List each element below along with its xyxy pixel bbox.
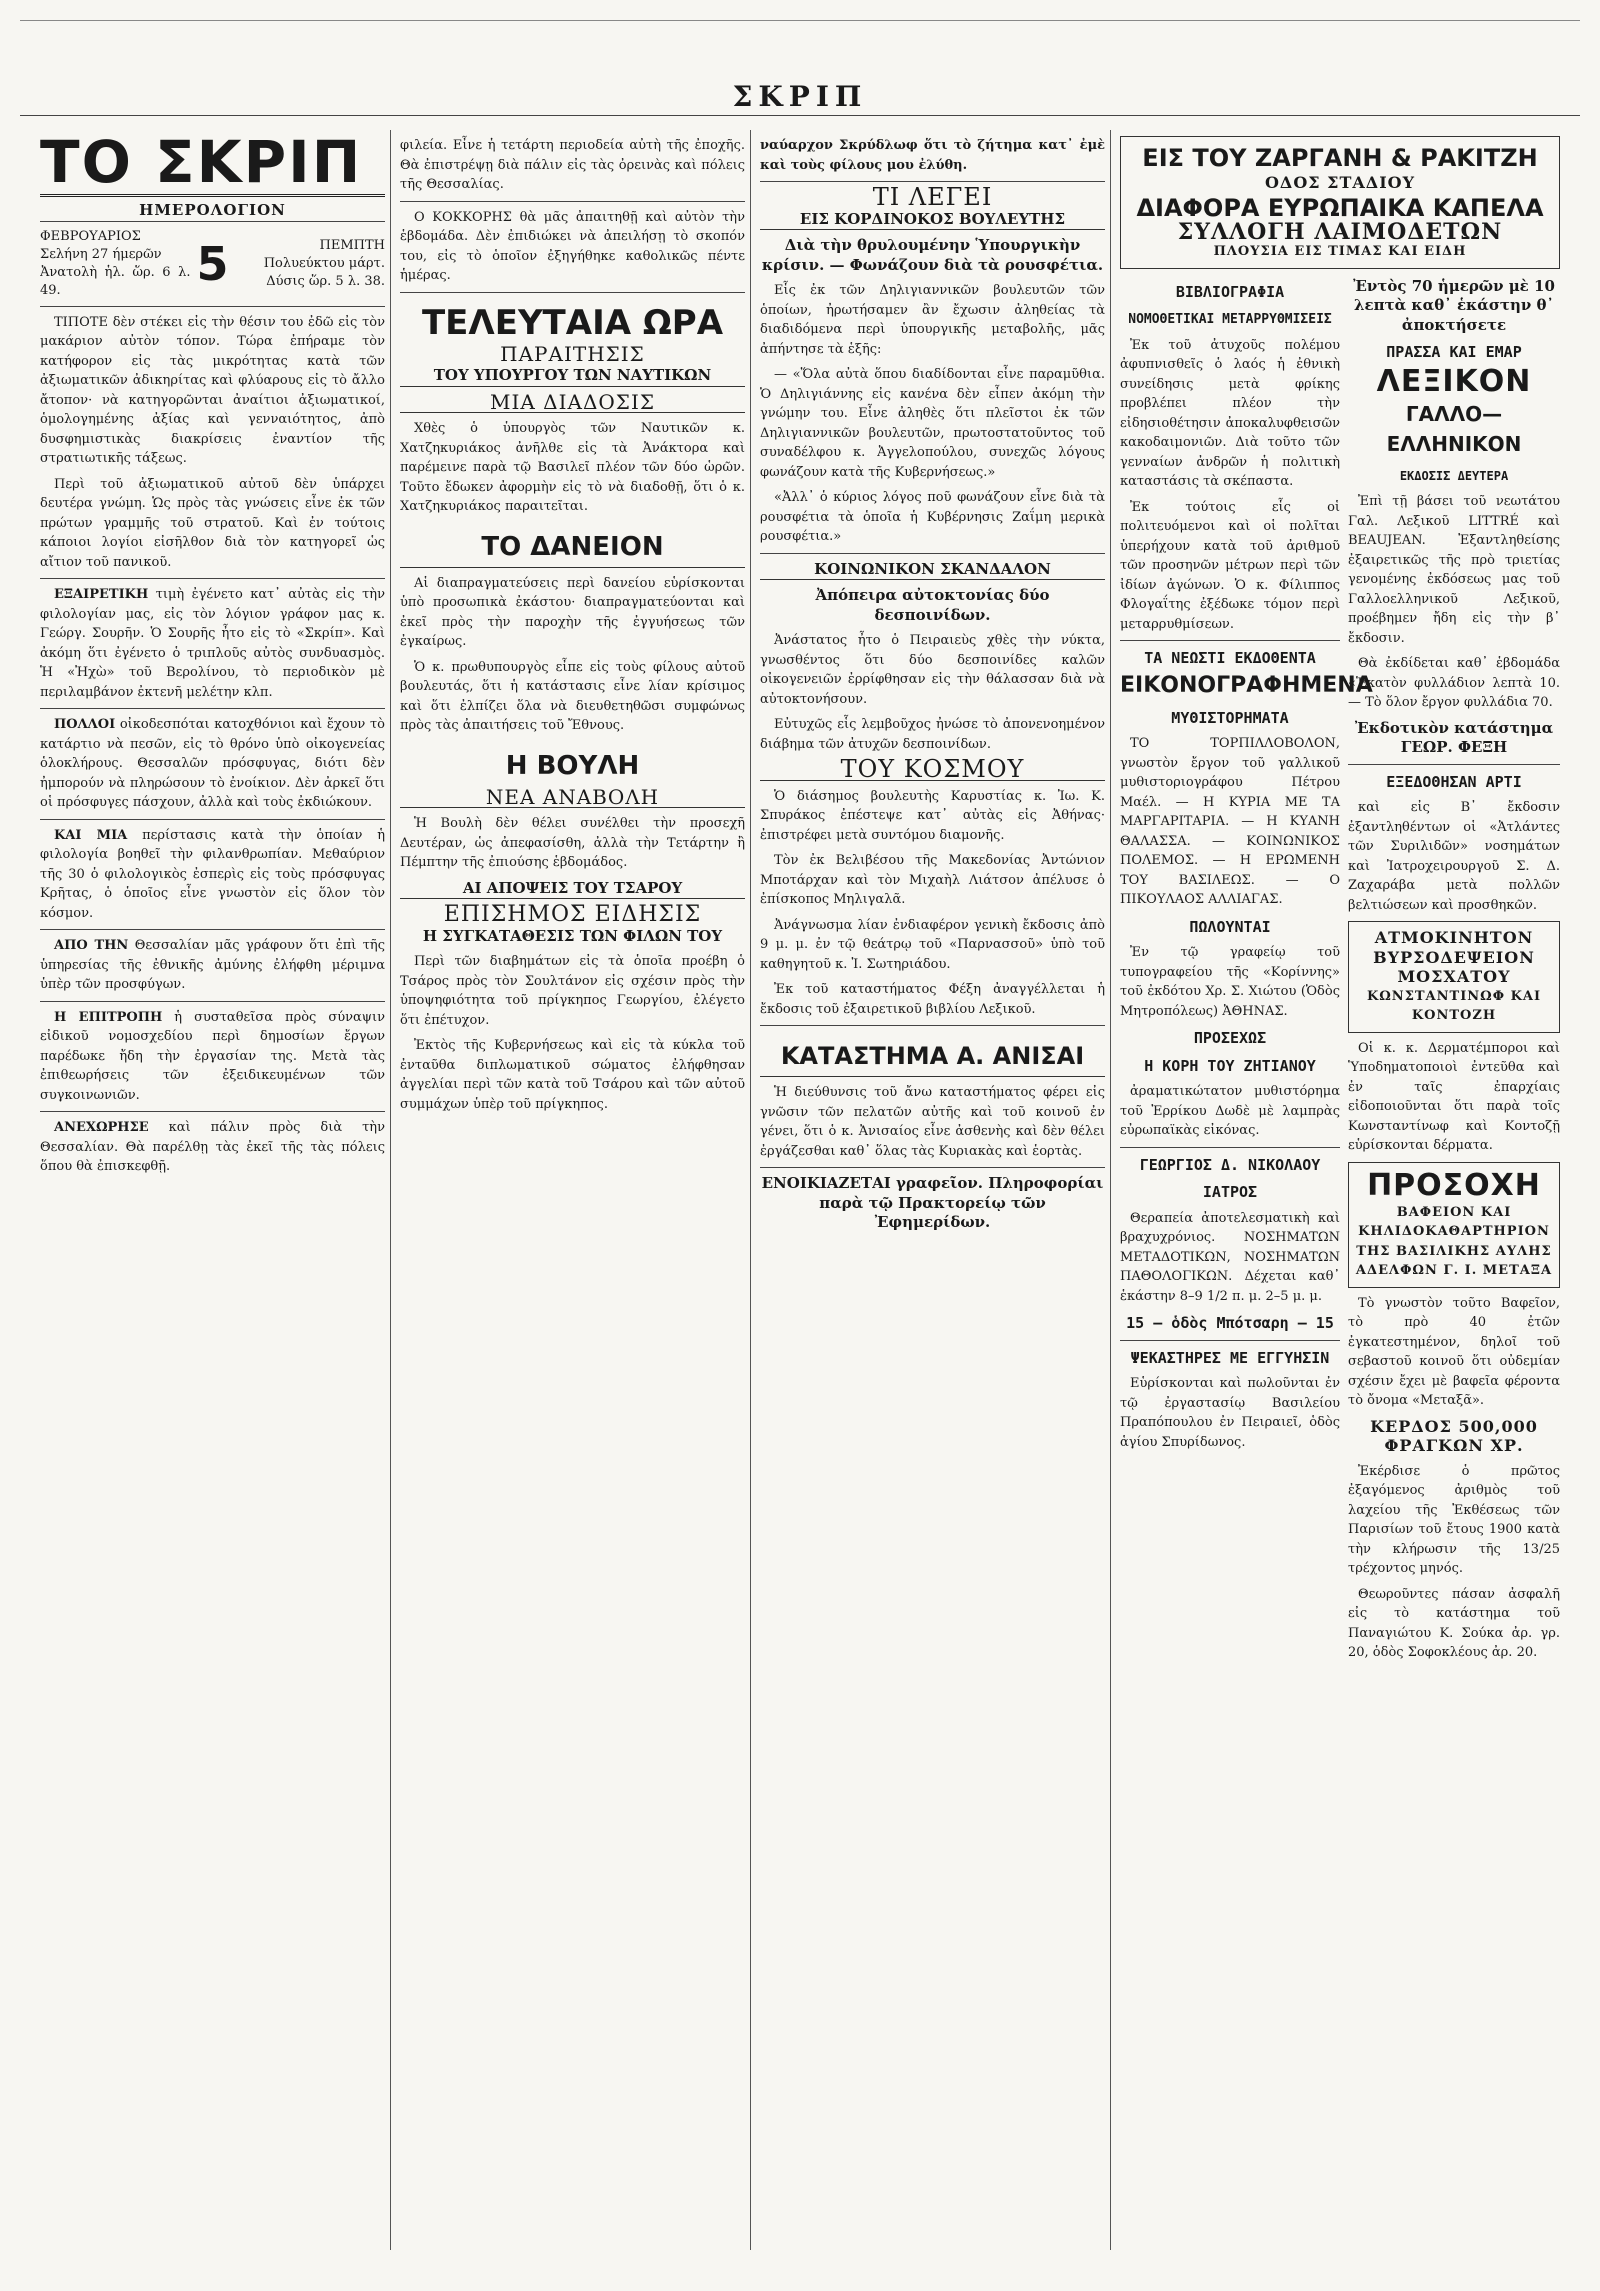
headline: ΨΕΚΑΣΤΗΡΕΣ ΜΕ ΕΓΓΥΗΣΙΝ	[1130, 1348, 1330, 1367]
headline: ΑΙ ΑΠΟΨΕΙΣ ΤΟΥ ΤΣΑΡΟΥ	[400, 879, 745, 900]
headline: ΙΑΤΡΟΣ	[1202, 1183, 1258, 1201]
divider	[400, 201, 745, 202]
divider	[40, 819, 385, 820]
column-3	[760, 130, 1105, 2250]
article-paragraph: Θὰ ἐκδίδεται καθ᾽ ἑβδομάδα «Ἑκατὸν φυλλάδιον λεπτὰ 10. — Τὸ ὅλον ἔργον φυλλάδια 70.	[1348, 656, 1560, 710]
ad-line: ΟΔΟΣ ΣΤΑΔΙΟΥ	[1264, 173, 1416, 192]
article-paragraph: Εὐτυχῶς εἷς λεμβοῦχος ἠνώσε τὸ ἀπονενοημένον διάβημα τῶν ἀτυχῶν δεσποινίδων.	[760, 717, 1105, 752]
article-paragraph: καὶ πάλιν πρὸς διὰ τὴν Θεσσαλίαν. Θὰ παρέλθῃ τὰς ἐκεῖ τῆς τὰς πόλεις ὅπου θὰ ἐπισκεφθῇ.	[40, 1120, 385, 1174]
divider	[40, 578, 385, 579]
lead-word: ΑΠΟ ΤΗΝ	[54, 938, 129, 953]
article-paragraph: Ἐν τῷ γραφείῳ τοῦ τυπογραφείου τῆς «Κορίννης» τοῦ ἐκδότου Χρ. Σ. Χιώτου (Ὁδὸς Μητροπόλεως) ἈΘΗΝΑΣ.	[1120, 945, 1340, 1019]
article-paragraph: οἰκοδεσπόται κατοχθόνιοι καὶ ἔχουν τὸ κατάρτιο νὰ πεσῶν, εἰς τὸ θρόνο ὑπὸ οἰκογενείας ὁλοκλήρους. Θεσσαλῶν πρόσφυγας, διότι δὲν ἠμπορούν νὰ πληρώσουν τὸ ἐνοίκιον. Δὲν ἀρκεῖ ὅτι οἱ πρόσφυγες πάσχουν, ἀλλὰ καὶ τοὺς ἐκδιώκουν.	[40, 717, 385, 810]
column-2	[400, 130, 745, 2250]
article-paragraph: «Ἀλλ᾽ ὁ κύριος λόγος ποῦ φωνάζουν εἶνε διὰ τὰ ρουσφέτια τὰ ὁποῖα ἡ Κυβέρνησις Ζαΐμη μερικὰ ρουσφέτια.»	[760, 490, 1105, 544]
divider	[760, 1025, 1105, 1026]
ad-line: ΑΔΕΛΦΩΝ Γ. Ι. ΜΕΤΑΞΑ	[1355, 1263, 1553, 1278]
article-paragraph: Ἀνάγνωσμα λίαν ἐνδιαφέρον γενικὴ ἔκδοσις ἀπὸ 9 μ. μ. ἐν τῷ θεάτρῳ τοῦ «Παρνασσοῦ» ὑπὸ τοῦ καθηγητοῦ κ. Ἰ. Σωτηριάδου.	[760, 917, 1105, 972]
headline: Η ΚΟΡΗ ΤΟΥ ΖΗΤΙΑΝΟΥ	[1144, 1056, 1316, 1075]
headline: Διὰ τὴν θρυλουμένην Ὑπουργικὴν κρίσιν. — Φωνάζουν διὰ τὰ ρουσφέτια.	[761, 236, 1104, 274]
ad-line: ΕΙΣ ΤΟΥ ΖΑΡΓΑΝΗ & ΡΑΚΙΤΖΗ	[1142, 144, 1538, 172]
article-paragraph: Ἐκέρδισε ὁ πρῶτος ἐξαγόμενος ἀριθμὸς τοῦ λαχείου τῆς Ἐκθέσεως τῶν Παρισίων τοῦ ἔτους 1900 κατὰ τὴν κλήρωσιν τῆς 13/25 τρέχοντος μηνός.	[1348, 1463, 1560, 1576]
divider	[40, 929, 385, 930]
article-paragraph: περίστασις κατὰ τὴν ὁποίαν ἡ φιλολογία βοηθεῖ τὴν φιλανθρωπίαν. Μεθαύριον τῆς 30 ὁ φιλολογικὸς ἐσπερὶς εἰς τοὺς πρόσφυγας Κρῆτας, ὁ ὁποῖος εἶνε γνωστὸν εἰς ὅλον τὸν κόσμον.	[40, 827, 385, 921]
article-paragraph: Ο ΚΟΚΚΟΡΗΣ θὰ μᾶς ἀπαιτηθῇ καὶ αὐτὸν τὴν ἑβδομάδα. Δὲν ἐπιδιώκει νὰ ἀπειλήσῃ τὸ σκοπόν του, εἰς τὸ ὁποῖον ἐξηγήθηκε καθολικῶς πέντε ἡμέρας.	[400, 209, 745, 283]
lead-word: ΕΞΑΙΡΕΤΙΚΗ	[54, 587, 149, 602]
lead-word: ΑΝΕΧΩΡΗΣΕ	[54, 1120, 149, 1135]
article-paragraph: Ὁ κ. πρωθυπουργὸς εἶπε εἰς τοὺς φίλους αὐτοῦ βουλευτάς, ὅτι ἡ κατάστασις εἶνε λίαν κρίσιμος καὶ ὅτι ἐλπίζει ὅλα νὰ διευθετηθῶσι συμφώνως πρὸς τὰς ἀπαιτήσεις τοῦ Ἔθνους.	[400, 659, 745, 733]
ad-line: ΛΕΞΙΚΟΝ	[1376, 363, 1532, 399]
article-paragraph: Ὁ διάσημος βουλευτὴς Καρυστίας κ. Ἰω. Κ. Σπυράκος ἐπέστεψε κατ᾽ αὐτὰς εἰς Ἀθήνας· ἐπιστρέφει μετὰ συντόμου διαμονῆς.	[760, 788, 1105, 843]
article-paragraph: Ἐκ τοῦ καταστήματος Φέξη ἀναγγέλλεται ἡ ἔκδοσις τοῦ ἐξαιρετικοῦ βιβλίου Λεξικοῦ.	[760, 982, 1105, 1017]
headline: ΚΟΙΝΩΝΙΚΟΝ ΣΚΑΝΔΑΛΟΝ	[760, 560, 1105, 581]
article-paragraph: Θεωροῦντες πάσαν ἀσφαλῆ εἰς τὸ κατάστημα τοῦ Παναγιώτου Κ. Σούκα ἀρ. γρ. 20, ὁδὸς Σοφοκλέους ἀρ. 20.	[1348, 1586, 1560, 1660]
top-rule	[20, 20, 1580, 21]
headline: ΤΙ ΛΕΓΕΙ	[872, 183, 993, 211]
ad-line: ΚΩΝΣΤΑΝΤΙΝΩΦ ΚΑΙ ΚΟΝΤΟΖΗ	[1366, 988, 1542, 1023]
divider	[760, 553, 1105, 554]
headline: ΒΙΒΛΙΟΓΡΑΦΙΑ	[1175, 282, 1285, 301]
article-paragraph: Τὸν ἐκ Βελιβέσου τῆς Μακεδονίας Ἀντώνιον Μποτάρχαν καὶ τὸν Μιχαὴλ Λιάτσον ἀπέλυσε ὁ ἐπίσκοπος Μηλιγαλᾶ.	[760, 853, 1105, 907]
ad-line: ΤΗΣ ΒΑΣΙΛΙΚΗΣ ΑΥΛΗΣ	[1356, 1243, 1552, 1259]
ad-line: ΕΚΔΟΣΙΣ ΔΕΥΤΕΡΑ	[1399, 468, 1509, 483]
divider	[40, 1001, 385, 1002]
article-paragraph: Ἐπὶ τῇ βάσει τοῦ νεωτάτου Γαλ. Λεξικοῦ LITTRÉ καὶ BEAUJEAN. Ἐξαντληθείσης ἐξαιρετικῶς τῆς πρὸ τριετίας γενομένης ἐκδόσεως μας τοῦ Γαλλοελληνικοῦ Λεξικοῦ, προέβημεν ἤδη εἰς τὴν β᾽ ἔκδοσιν.	[1348, 494, 1560, 646]
calendar-heading: ΗΜΕΡΟΛΟΓΙΟΝ	[40, 201, 385, 222]
article-paragraph: Ἡ Βουλὴ δὲν θέλει συνέλθει τὴν προσεχῆ Δευτέραν, ὡς ἀπεφασίσθη, ἀλλὰ τὴν Τετάρτην ἢ Πέμπτην τῆς ἐπιούσης ἑβδομάδος.	[400, 816, 745, 870]
headline: ΤΟΥ ΚΟΣΜΟΥ	[760, 760, 1105, 781]
hat-shop-ad	[1120, 136, 1560, 269]
headline: ΕΞΕΔΟΘΗΣΑΝ ΑΡΤΙ	[1386, 772, 1522, 791]
headline: ΤΕΛΕΥΤΑΙΑ ΩΡΑ	[421, 302, 724, 343]
masthead: ΣΚΡΙΠ	[732, 80, 868, 113]
headline: ΠΩΛΟΥΝΤΑΙ	[1189, 917, 1271, 936]
lead-word: ΚΑΙ ΜΙΑ	[54, 827, 128, 843]
divider	[1120, 640, 1340, 641]
headline: Η ΣΥΓΚΑΤΑΘΕΣΙΣ ΤΩΝ ΦΙΛΩΝ ΤΟΥ	[422, 926, 723, 945]
article-paragraph: Χθὲς ὁ ὑπουργὸς τῶν Ναυτικῶν κ. Χατζηκυριάκος ἀνῆλθε εἰς τὰ Ἀνάκτορα καὶ παρέμεινε παρὰ τῷ Βασιλεῖ πλέον τῶν δύο ὡρῶν. Τοῦτο ἔδωκεν ἀφορμὴν εἰς τὸ νὰ διαδοθῇ, ὅτι ὁ κ. Χατζηκυριάκος παραιτεῖται.	[400, 421, 745, 514]
article-paragraph: Εἷς ἐκ τῶν Δηλιγιαννικῶν βουλευτῶν τῶν ὁποίων, ἠρωτήσαμεν ἂν ἔχωσιν ἀληθείας τὰ διαδιδόμενα περὶ ὑπουργικῆς μεταβολῆς, μᾶς ἀπήντησε τὰ ἑξῆς:	[760, 283, 1105, 357]
divider	[760, 1167, 1105, 1168]
column-divider	[750, 130, 751, 2250]
ad-line: ΑΤΜΟΚΙΝΗΤΟΝ ΒΥΡΣΟΔΕΨΕΙΟΝ	[1373, 928, 1535, 967]
article-paragraph: Θεσσαλίαν μᾶς γράφουν ὅτι ἐπὶ τῆς ὑπηρεσίας τῆς ἐθνικῆς ἀμύνης ἐλήφθη μέριμνα ὑπὲρ τῶν προσφύγων.	[40, 938, 385, 992]
article-paragraph: — «Ὅλα αὐτὰ ὅπου διαδίδονται εἶνε παραμῦθια. Ὁ Δηλιγιάννης εἰς κανένα δὲν εἶπεν ἀκόμη τὴν γνώμην του. Εἶνε ἀληθὲς ὅτι πλεῖστοι ἐκ τῶν Δηλιγιαννικῶν βουλευτῶν, πρωτοστατοῦντος τοῦ συναδέλφου κ. Ἀγγελοπούλου, συνεχῶς λόγους φωνάζουν κατὰ τῆς Κυβερνήσεως.»	[760, 367, 1105, 480]
headline: ΕΙΚΟΝΟΓΡΑΦΗΜΕΝΑ	[1120, 672, 1373, 698]
article-paragraph: ἀραματικώτατον μυθιστόρημα τοῦ Ἐρρίκου Δωδὲ μὲ λαμπρὰς εὐρωπαϊκὰς εἰκόνας.	[1120, 1084, 1340, 1138]
ad-line: ΜΟΣΧΑΤΟΥ	[1397, 967, 1511, 986]
headline: ΓΕΩΡΓΙΟΣ Δ. ΝΙΚΟΛΑΟΥ	[1139, 1155, 1321, 1174]
article-paragraph: Τὸ γνωστὸν τοῦτο Βαφεῖον, τὸ πρὸ 40 ἐτῶν ἐγκατεστημένον, δηλοῖ τοῦ σεβαστοῦ κοινοῦ ὅτι οὐδεμίαν σχέσιν ἔχει μὲ βαφεῖα φέροντα τὸ ὄνομα «Μεταξᾶ».	[1348, 1295, 1560, 1408]
article-paragraph: φιλεία. Εἶνε ἡ τετάρτη περιοδεία αὐτὴ τῆς ἐποχῆς. Θὰ ἐπιστρέψῃ διὰ πάλιν εἰς τὰς ὀρεινὰς καὶ πόλεις τῆς Θεσσαλίας.	[400, 138, 745, 192]
headline: ΚΑΤΑΣΤΗΜΑ Α. ΑΝΙΣΑΙ	[760, 1036, 1105, 1077]
column-divider	[1110, 130, 1111, 2250]
headline: ΤΑ ΝΕΩΣΤΙ ΕΚΔΟΘΕΝΤΑ	[1144, 649, 1316, 667]
article-paragraph: Ἐκ τούτοις εἷς οἱ πολιτευόμενοι καὶ οἱ πολῖται ὑπερήχουν κατὰ τοῦ ἀριθμοῦ τῶν προσηνῶν μέτρων περὶ τῶν ἰδίων ἀγώνων. Ὁ κ. Φίλιππος Φλογαΐτης ἐξέδωκε τόμον περὶ μεταρρυθμίσεων.	[1120, 499, 1340, 632]
ad-line: ΓΑΛΛΟ—ΕΛΛΗΝΙΚΟΝ	[1386, 401, 1522, 456]
divider	[40, 1111, 385, 1112]
lead-word: ΠΟΛΛΟΙ	[54, 717, 116, 732]
divider	[760, 181, 1105, 182]
ad-line: ΔΙΑΦΟΡΑ ΕΥΡΩΠΑΙΚΑ ΚΑΠΕΛΑ	[1136, 193, 1544, 222]
divider	[40, 708, 385, 709]
headline: 15 — ὁδὸς Μπότσαρη — 15	[1126, 1314, 1334, 1332]
divider	[1120, 1147, 1340, 1148]
article-paragraph: τιμὴ ἐγένετο κατ᾽ αὐτὰς εἰς τὴν φιλολογίαν μας, εἰς τὸν λόγιον γράφον μας κ. Γεώργ. Σουρῆν. Ὁ Σουρῆς ἦτο εἰς τὸ «Σκρίπ». Καὶ ἀκόμη ὅτι ἐγένετο ὁ τριπλοῦς αὐτὸς συνδυασμὸς. Ἡ «Ἠχὼ» τοῦ Βερολίνου, τὸ περιοδικὸν μὲ περιλαμβάνον ἐκτενῆ μελέτην κλπ.	[40, 587, 385, 700]
calendar-box	[40, 228, 385, 300]
headline: ΜΙΑ ΔΙΑΔΟΣΙΣ	[400, 393, 745, 414]
dyehouse-ad	[1348, 1162, 1560, 1288]
article-paragraph: Οἱ κ. κ. Δερματέμποροι καὶ Ὑποδηματοποιοὶ ἐντεῦθα καὶ ἐν ταῖς ἐπαρχίαις εἰδοποιοῦνται ὅτι παρὰ τοῖς Κωνσταντίνωφ καὶ Κοντοζῇ εὑρίσκονται δέρματα.	[1348, 1040, 1560, 1153]
lead-word: Η ΕΠΙΤΡΟΠΗ	[54, 1009, 163, 1025]
ad-line: ΠΡΑΣΣΑ ΚΑΙ ΕΜΑΡ	[1386, 343, 1522, 361]
article-paragraph: Ἀνάστατος ἦτο ὁ Πειραιεὺς χθὲς τὴν νύκτα, γνωσθέντος ὅτι δύο δεσποινίδες καλῶν οἰκογενειῶν ἐρρίφθησαν εἰς τὴν θάλασσαν διὰ νὰ αὐτοκτονήσουν.	[760, 633, 1105, 707]
tannery-ad	[1348, 921, 1560, 1033]
calendar-right: ΠΕΜΠΤΗ Πολυεύκτου μάρτ. Δύσις ὥρ. 5 λ. 38.	[263, 237, 385, 289]
article-paragraph: Αἱ διαπραγματεύσεις περὶ δανείου εὑρίσκονται ὑπὸ προσωπικὰ ἐκάστου· διαπραγματεύονται καὶ ἐκεῖ πρὸς τὴν παροχὴν τῆς ἐγγυήσεως τῶν ἐγκαίρως.	[400, 575, 745, 649]
headline: ΠΑΡΑΙΤΗΣΙΣ	[500, 341, 645, 366]
article-paragraph: Περὶ τῶν διαβημάτων εἰς τὰ ὁποῖα προέβη ὁ Τσάρος πρὸς τὸν Σουλτάνον εἰς σχέσιν πρὸς τὴν ὑποψηφιότητα τοῦ πρίγκηπος Γεωργίου, ἐλέγετο ὅτι ἐπέτυχον.	[400, 954, 745, 1028]
paper-title: ΤΟ ΣΚΡΙΠ	[40, 130, 385, 197]
article-paragraph: Ἐκ τοῦ ἀτυχοῦς πολέμου ἀφυπνισθεῖς ὁ λαός ἡ ἐθνικὴ συνείδησις μετὰ φρίκης προβλέπει πλέον τὴν εἰδησιοθέτησιν ἀποκαλυφθεισῶν κακοδαιμονιῶν. Διὰ τοῦτο τῶν γενναίων ἀνδρῶν ἡ πολιτικὴ καταστάσις τὰ σκέπαστα.	[1120, 337, 1340, 489]
headline: ΜΥΘΙΣΤΟΡΗΜΑΤΑ	[1171, 708, 1289, 727]
divider	[1120, 1340, 1340, 1341]
article-paragraph: Εὑρίσκονται καὶ πωλοῦνται ἐν τῷ ἐργαστασίῳ Βασιλείου Πραπόπουλου ἐν Πειραιεῖ, ὁδὸς ἁγίου Σπυρίδωνος.	[1120, 1376, 1340, 1450]
ad-line: Ἐντὸς 70 ἡμερῶν μὲ 10 λεπτὰ καθ᾽ ἑκάστην θ᾽ ἀποκτήσετε	[1353, 276, 1555, 334]
divider	[40, 306, 385, 307]
headline: ΝΟΜΟΘΕΤΙΚΑΙ ΜΕΤΑΡΡΥΘΜΙΣΕΙΣ	[1128, 312, 1332, 327]
ad-line: ΣΥΛΛΟΓΗ ΛΑΙΜΟΔΕΤΩΝ	[1177, 218, 1503, 245]
headline: ΕΠΙΣΗΜΟΣ ΕΙΔΗΣΙΣ	[443, 902, 702, 927]
article-paragraph: ναύαρχον Σκρύδλωφ ὅτι τὸ ζήτημα κατ᾽ ἐμὲ καὶ τοὺς φίλους μου ἐλύθη.	[760, 138, 1105, 173]
headline: ΠΡΟΣΕΧΩΣ	[1193, 1029, 1267, 1047]
headline: Η ΒΟΥΛΗ	[505, 750, 640, 781]
column-divider	[390, 130, 391, 2250]
ads-left	[1120, 275, 1373, 1669]
column-4-ads	[1120, 130, 1560, 2250]
classified-ad: ΕΝΟΙΚΙΑΖΕΤΑΙ γραφεῖον. Πληροφορίαι παρὰ τῷ Πρακτορείῳ τῶν Ἐφημερίδων.	[761, 1174, 1104, 1231]
article-paragraph: ΤΟ ΤΟΡΠΙΛΛΟΒΟΛΟΝ, γνωστὸν ἔργον τοῦ γαλλικοῦ μυθιστοριογράφου Πέτρου Μαέλ. — Η ΚΥΡΙΑ ΜΕ ΤΑ ΜΑΡΓΑΡΙΤΑΡΙΑ. — Η ΚΥΑΝΗ ΘΑΛΑΣΣΑ. — ΚΟΙΝΩΝΙΚΟΣ ΠΟΛΕΜΟΣ. — Η ΕΡΩΜΕΝΗ ΤΟΥ ΒΑΣΙΛΕΩΣ. — Ο ΠΙΚΟΥΛΑΟΣ ΑΛΛΙΑΓΑΣ.	[1120, 736, 1340, 907]
headline: ΕΙΣ ΚΟΡΔΙΝΟΚΟΣ ΒΟΥΛΕΥΤΗΣ	[760, 210, 1105, 231]
article-paragraph: καὶ εἰς Β᾽ ἔκδοσιν ἐξαντληθέντων οἱ «Ἀτλάντες τῶν Συριλιδῶν» νοσημάτων καὶ Ἰατροχειρουργοῦ Σ. Δ. Ζαχαράβα μετὰ πολλῶν βελτιώσεων καὶ προσθηκῶν.	[1348, 800, 1560, 913]
article-paragraph: ἡ συσταθεῖσα πρὸς σύναψιν εἰδικοῦ νομοσχεδίου περὶ δημοσίων ἔργων παρέδωκε ἤδη τὴν ἐργασίαν της. Μετὰ τὰς ἐπιθεωρήσεις τῶν ἐξειδικευμένων τῶν συγκοινωνιῶν.	[40, 1009, 385, 1103]
ad-line: ΠΡΟΣΟΧΗ	[1367, 1167, 1541, 1203]
headline: ΤΟΥ ΥΠΟΥΡΓΟΥ ΤΩΝ ΝΑΥΤΙΚΩΝ	[400, 366, 745, 387]
calendar-day: 5	[196, 236, 229, 291]
article-paragraph: Ἡ διεύθυνσις τοῦ ἄνω καταστήματος φέρει εἰς γνῶσιν τῶν πελατῶν αὐτῆς καὶ τοῦ κοινοῦ ἐν γένει, ὅτι ὁ κ. Ἀνισαίος εἶνε ἀσθενὴς καὶ δὲν θέλει ἐργάζεσθαι καθ᾽ ὅλας τὰς Κυριακὰς καὶ ἑορτὰς.	[760, 1085, 1105, 1159]
ad-line: ΒΑΦΕΙΟΝ ΚΑΙ ΚΗΛΙΔΟΚΑΘΑΡΤΗΡΙΟΝ	[1358, 1204, 1550, 1239]
divider	[400, 292, 745, 293]
headline: ΤΟ ΔΑΝΕΙΟΝ	[400, 527, 745, 568]
article-paragraph: Περὶ τοῦ ἀξιωματικοῦ αὐτοῦ δὲν ὑπάρχει δευτέρα γνώμη. Ὡς πρὸς τὰς γνώσεις εἶνε ἐκ τῶν πρώτων γραμμῆς τοῦ στρατοῦ. Καὶ ἐν τούτοις κάποιοι λογίοι εἰσῆλθον διὰ τὸν κατηγορεῖ ὡς αἴτιον τοῦ πανικοῦ.	[40, 476, 385, 570]
article-paragraph: Θεραπεία ἀποτελεσματικὴ καὶ βραχυχρόνιος. ΝΟΣΗΜΑΤΩΝ ΜΕΤΑΔΟΤΙΚΩΝ, ΝΟΣΗΜΑΤΩΝ ΠΑΘΟΛΟΓΙΚΩΝ. Δέχεται καθ᾽ ἑκάστην 8–9 1/2 π. μ. 2–5 μ. μ.	[1120, 1210, 1340, 1304]
ad-line: ΠΛΟΥΣΙΑ ΕΙΣ ΤΙΜΑΣ ΚΑΙ ΕΙΔΗ	[1213, 244, 1467, 259]
article-paragraph: ΤΙΠΟΤΕ δὲν στέκει εἰς τὴν θέσιν του ἐδῶ εἰς τὸν μακάριον αὐτὸν τόπον. Τώρα ἐπήραμε τὸν κατήφορον εἰς τὰς μικρότητας κατὰ τῶν ἀξιωματικῶν ἀδικηρίτας καὶ φλύαρους εἰς τὸ ἄλλο ἄτοπον· νὰ κατηγορῶνται ἀναίτιοι ἀξιωματικοί, ὁμολογημένης ἀξίας καὶ γενναιότητος, ἀπὸ δυσφημιστικὰς διακρίσεις ἐναντίον τῆς στρατιωτικῆς τάξεως.	[40, 314, 385, 466]
headline: ΝΕΑ ΑΝΑΒΟΛΗ	[400, 788, 745, 809]
header-rule	[20, 115, 1580, 116]
ad-line: ΚΕΡΔΟΣ 500,000 ΦΡΑΓΚΩΝ ΧΡ.	[1370, 1416, 1538, 1455]
divider	[1348, 764, 1560, 765]
column-1	[40, 130, 385, 2250]
calendar-left: ΦΕΒΡΟΥΑΡΙΟΣ Σελήνη 27 ήμερῶν Ἀνατολὴ ἡλ. ὥρ. 6 λ. 49.	[40, 228, 191, 298]
ads-two-column	[1120, 275, 1560, 1669]
ads-right	[1348, 275, 1560, 1669]
article-paragraph: Ἐκτὸς τῆς Κυβερνήσεως καὶ εἰς τὰ κύκλα τοῦ ἐνταῦθα διπλωματικοῦ σώματος ἐλήφθησαν ἀγγελίαι περὶ τῶν κατὰ τοῦ Τσάρου καὶ τῶν αὐτοῦ συμμάχων ὑπὲρ τοῦ πρίγκηπος.	[400, 1038, 745, 1112]
ad-line: Ἐκδοτικὸν κατάστημα ΓΕΩΡ. ΦΕΞΗ	[1354, 718, 1554, 756]
headline: Ἀπόπειρα αὐτοκτονίας δύο δεσποινίδων.	[815, 586, 1050, 624]
